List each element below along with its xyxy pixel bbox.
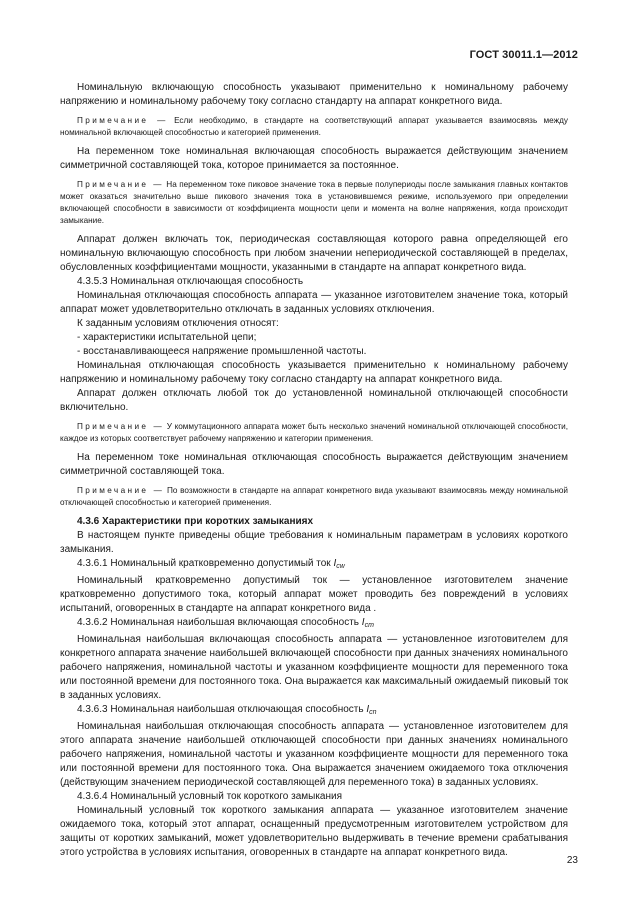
note <box>60 421 568 445</box>
paragraph: Номинальный кратковременно допустимый ток — установленное изготовителем значение кратковременно допустимого тока, который аппарат может проводить без повреждений в условиях испытаний, оговоренных в стандарте на аппарат конкретного вида . <box>60 575 568 614</box>
paragraph: Номинальную включающую способность указывают применительно к номинальному рабочему напряжению и номинальному рабочему току согласно стандарту на аппарат конкретного вида. <box>60 82 568 107</box>
note-label: Примечание — <box>77 422 165 431</box>
paragraph: Аппарат должен отключать любой ток до установленной номинальной отключающей способности включительно. <box>60 388 568 413</box>
note <box>60 485 568 509</box>
note-text: Если необходимо, в стандарте на соответствующий аппарат указывается взаимосвязь между номинальной включающей способностью и категорией применения. <box>60 116 568 137</box>
page-number: 23 <box>566 855 578 866</box>
paragraph: Аппарат должен включать ток, периодическая составляющая которого равна определяющей его номинальную включающую способность при любом значении непериодической составляющей в пределах, обусловленных коэффициентами мощности, указанными в стандарте на аппарат конкретного вида. <box>60 234 568 273</box>
note-label: Примечание — <box>77 180 164 189</box>
note-text: У коммутационного аппарата может быть несколько значений номинальной отключающей способности, каждое из которых соответствует рабочему напряжению и категории применения. <box>60 422 569 443</box>
subsection-heading: 4.3.6.4 Номинальный условный ток короткого замыкания <box>77 791 343 802</box>
subsection-heading: 4.3.6.3 Номинальная наибольшая отключающая способность $I_{cn}$ <box>77 704 377 716</box>
note-label: Примечание — <box>77 116 168 125</box>
paragraph: Номинальная наибольшая отключающая способность аппарата — установленное изготовителем для этого аппарата значение наибольшей отключающей способности при данных значениях номинального рабочего напряжения, номинальной частоты и указанном коэффициенте мощности для переменного тока или постоянной времени для постоянного тока. Она выражается значением ожидаемого тока отключения (действующим значением периодической составляющей для переменного тока) в заданных условиях. <box>60 721 568 788</box>
section-heading: 4.3.5.3 Номинальная отключающая способность <box>77 276 304 287</box>
subsection-heading: 4.3.6.2 Номинальная наибольшая включающая способность $I_{cm}$ <box>77 617 374 629</box>
paragraph: На переменном токе номинальная включающая способность выражается действующим значением симметричной составляющей тока, которое принимается за постоянное. <box>60 146 568 171</box>
section-heading: 4.3.6 Характеристики при коротких замыканиях <box>77 516 314 527</box>
subscript-cn: cn <box>369 709 377 716</box>
note-text: На переменном токе пиковое значение тока в первые полупериоды после замыкания главных контактов может оказаться значительно выше пикового значения тока в установившемся режиме, используемого при определении включающей способности в зависимости от коэффициента мощности цепи и момента на волне напряжения, когда происходит замыкание. <box>60 180 569 225</box>
page-content <box>60 81 568 860</box>
note <box>60 115 568 139</box>
paragraph: Номинальная отключающая способность указывается применительно к номинальному рабочему напряжению и номинальному рабочему току согласно стандарту на аппарат конкретного вида. <box>60 360 568 385</box>
paragraph: Номинальная наибольшая включающая способность аппарата — установленное изготовителем для конкретного аппарата значение наибольшей включающей способности при данных значениях номинального рабочего напряжения, номинальной частоты и указанном коэффициенте мощности для переменного тока или постоянной времени для постоянного тока. Она выражается как максимальный ожидаемый пиковый ток в заданных условиях. <box>60 634 568 701</box>
note-text: По возможности в стандарте на аппарат конкретного вида указывают взаимосвязь между номинальной отключающей способностью и категорией применения. <box>60 486 568 507</box>
paragraph: В настоящем пункте приведены общие требования к номинальным параметрам в условиях короткого замыкания. <box>60 530 568 555</box>
list-item: - характеристики испытательной цепи; <box>77 332 257 343</box>
subsection-heading: 4.3.6.1 Номинальный кратковременно допустимый ток $I_{cw}$ <box>77 558 345 570</box>
paragraph: Номинальный условный ток короткого замыкания аппарата — указанное изготовителем значение ожидаемого тока, который этот аппарат, оснащенный предусмотренным изготовителем устройством для защиты от коротких замыканий, может удовлетворительно выдерживать в течение времени срабатывания этого устройства в условиях испытания, оговоренных в стандарте на аппарат конкретного вида. <box>60 805 568 858</box>
note-label: Примечание — <box>77 486 165 495</box>
paragraph: Номинальная отключающая способность аппарата — указанное изготовителем значение тока, который аппарат может удовлетворительно отключать в заданных условиях отключения. <box>60 290 568 315</box>
document-number: ГОСТ 30011.1—2012 <box>469 49 578 61</box>
paragraph: К заданным условиям отключения относят: <box>77 318 279 329</box>
paragraph: На переменном токе номинальная отключающая способность выражается действующим значением симметричной составляющей тока. <box>60 452 568 477</box>
subscript-cw: cw <box>336 563 345 570</box>
note <box>60 179 568 227</box>
subscript-cm: cm <box>364 622 374 629</box>
list-item: - восстанавливающееся напряжение промышленной частоты. <box>77 346 367 357</box>
